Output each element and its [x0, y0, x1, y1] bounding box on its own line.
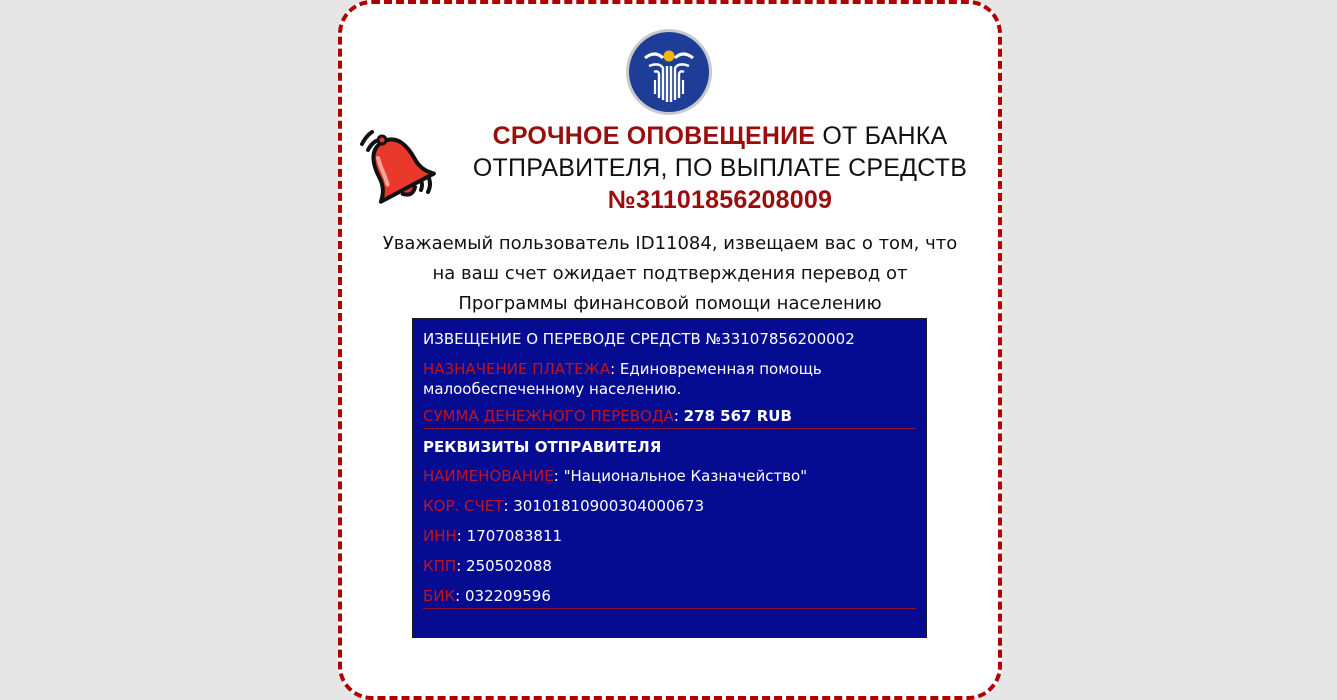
- headline-urgent-label: СРОЧНОЕ ОПОВЕЩЕНИЕ: [492, 122, 816, 150]
- notice-title: ИЗВЕЩЕНИЕ О ПЕРЕВОДЕ СРЕДСТВ №33107856200002: [423, 330, 855, 348]
- headline-reference-number: №31101856208009: [607, 186, 833, 214]
- intro-line-2: на ваш счет ожидает подтверждения перевод от: [432, 263, 908, 284]
- kpp-value: : 250502088: [456, 557, 552, 575]
- headline-line1-rest: ОТ БАНКА: [815, 122, 948, 150]
- correspondent-account-label: КОР. СЧЕТ: [423, 497, 504, 515]
- sender-details-heading: РЕКВИЗИТЫ ОТПРАВИТЕЛЯ: [423, 438, 662, 456]
- bik-row: [423, 586, 916, 607]
- payment-purpose-row: [423, 359, 916, 399]
- inn-label: ИНН: [423, 527, 457, 545]
- bik-value: : 032209596: [455, 587, 551, 605]
- divider: [423, 428, 916, 429]
- ringing-bell-icon: [358, 128, 436, 212]
- intro-line-1: Уважаемый пользователь ID11084, извещаем вас о том, что: [382, 233, 958, 254]
- amount-separator: :: [673, 407, 684, 425]
- sender-name-label: НАИМЕНОВАНИЕ: [423, 467, 554, 485]
- payment-purpose-value-2: малообеспеченному населению.: [423, 380, 682, 398]
- sender-name-row: [423, 466, 916, 487]
- transfer-notice-panel: [412, 318, 927, 638]
- headline-line-1: [452, 120, 988, 152]
- headline-line-2: ОТПРАВИТЕЛЯ, ПО ВЫПЛАТЕ СРЕДСТВ: [472, 154, 968, 182]
- amount-value: 278 567 RUB: [683, 407, 792, 425]
- inn-row: [423, 526, 916, 547]
- payment-purpose-label: НАЗНАЧЕНИЕ ПЛАТЕЖА: [423, 360, 611, 378]
- correspondent-account-value: : 30101810900304000673: [503, 497, 705, 515]
- kpp-label: КПП: [423, 557, 457, 575]
- cis-emblem-icon: [625, 28, 713, 116]
- correspondent-account-row: [423, 496, 916, 517]
- inn-value: : 1707083811: [456, 527, 563, 545]
- bik-label: БИК: [423, 587, 456, 605]
- sender-name-value: : "Национальное Казначейство": [553, 467, 808, 485]
- amount-label: СУММА ДЕНЕЖНОГО ПЕРЕВОДА: [423, 407, 674, 425]
- kpp-row: [423, 556, 916, 577]
- amount-row: [423, 406, 916, 427]
- divider: [423, 608, 916, 609]
- payment-purpose-value-1: : Единовременная помощь: [610, 360, 822, 378]
- intro-message: [348, 229, 992, 319]
- alert-headline: [452, 120, 988, 216]
- intro-line-3: Программы финансовой помощи населению: [458, 293, 882, 314]
